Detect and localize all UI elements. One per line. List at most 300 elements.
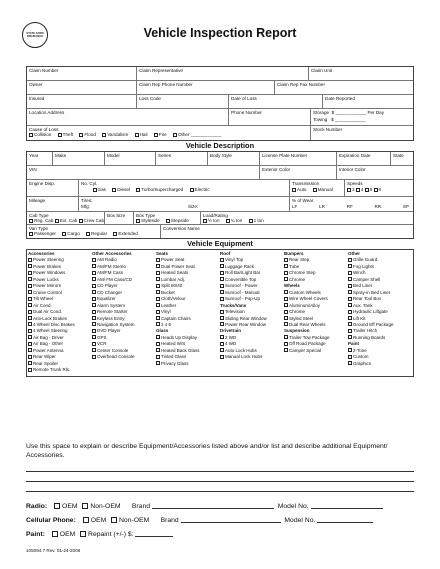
checkbox[interactable] — [284, 303, 288, 307]
trans-auto[interactable]: Auto — [292, 187, 306, 192]
equipment-label: Cloth/Velour — [161, 296, 186, 302]
equipment-label: Rear Spoiler — [33, 360, 59, 366]
checkbox[interactable] — [220, 290, 224, 294]
load-rating-field: Load/Rating ½ ton ¾ ton 1 ton — [203, 213, 264, 223]
checkbox[interactable] — [284, 316, 288, 320]
equipment-label: Aluminum/Alloy — [289, 302, 321, 308]
checkbox[interactable] — [156, 271, 160, 275]
license-plate-field[interactable]: License Plate Number — [260, 152, 337, 165]
checkbox[interactable] — [348, 361, 352, 365]
checkbox[interactable] — [220, 284, 224, 288]
equipment-column — [284, 251, 348, 374]
tire-wear-field[interactable]: % of Wear LF LR RF RR SP — [292, 198, 409, 209]
speed-3[interactable]: 3 — [347, 187, 355, 192]
transmission-field: Transmission Auto Manual — [290, 180, 345, 196]
equipment-label: Camper Shell — [353, 276, 381, 282]
checkbox[interactable] — [28, 277, 32, 281]
checkbox[interactable] — [92, 284, 96, 288]
checkbox[interactable] — [220, 316, 224, 320]
van-type-field: Van Type Passenger Cargo Regular Extended — [27, 225, 161, 238]
series-field[interactable]: Series — [156, 152, 208, 165]
equipment-grid — [26, 250, 414, 377]
equipment-column — [348, 251, 412, 374]
equipment-label: Ground Eff Package — [353, 321, 394, 327]
equipment-label: Chrome Step — [289, 270, 316, 276]
cause-hail[interactable]: Hail — [135, 132, 148, 137]
checkbox[interactable] — [28, 348, 32, 352]
equipment-column — [156, 251, 220, 374]
equipment-label: Dual Power Seat — [161, 263, 195, 269]
repaint-amount-input[interactable] — [135, 529, 173, 537]
checkbox[interactable] — [348, 258, 352, 262]
stock-number-field[interactable]: Stock Number — [313, 127, 343, 132]
checkbox[interactable] — [220, 297, 224, 301]
equipment-label: Rear Tool Box — [353, 296, 382, 302]
equipment-label: Equalizer — [97, 296, 116, 302]
equipment-label: Air Bag - Other — [33, 341, 64, 347]
checkbox[interactable] — [220, 335, 224, 339]
equipment-label: Trailer Tow Package — [289, 334, 330, 340]
checkbox[interactable] — [28, 368, 32, 372]
equipment-notes-instructions: Use this space to explain or describe Equipment/Accessories listed above and/or list and describe additional Equipment/ Accessories. — [26, 443, 388, 459]
fuel-electric[interactable]: Electric — [190, 187, 210, 192]
cab-reg[interactable]: Reg. Cab — [29, 218, 53, 223]
claim-section — [26, 66, 414, 141]
equipment-label: Air Bag - Driver — [33, 334, 64, 340]
phone-field[interactable]: Phone Number — [229, 109, 311, 125]
checkbox[interactable] — [28, 284, 32, 288]
checkbox[interactable] — [92, 342, 96, 346]
equipment-group-heading: Other Accessories — [92, 251, 132, 256]
paint-row: Paint: OEM Repaint (+/-) $: — [26, 529, 173, 539]
cause-theft[interactable]: Theft — [58, 132, 73, 137]
equipment-label: Heated W/S — [161, 341, 186, 347]
cause-vandalism[interactable]: Vandalism — [102, 132, 128, 137]
load-one[interactable]: 1 ton — [249, 218, 264, 223]
checkbox[interactable] — [92, 322, 96, 326]
checkbox[interactable] — [28, 335, 32, 339]
checkbox[interactable] — [28, 258, 32, 262]
cause-of-loss-field: Cause of Loss Collision Theft Flood Vandalism Hail Fire Other ____________ — [27, 126, 311, 140]
equipment-label: Overhead Console — [97, 354, 135, 360]
equipment-label: Dual Rear Wheels — [289, 321, 326, 327]
checkbox[interactable] — [284, 335, 288, 339]
location-field[interactable]: Location Address — [27, 109, 229, 125]
checkbox[interactable] — [28, 322, 32, 326]
checkbox[interactable] — [284, 342, 288, 346]
checkbox[interactable] — [284, 258, 288, 262]
equipment-label: Fog Lights — [353, 263, 375, 269]
van-regular[interactable]: Regular — [86, 231, 107, 236]
equipment-checkbox-item[interactable] — [220, 354, 284, 360]
form-number: 105094.7 Rev. 01-24-2006 — [26, 548, 81, 553]
checkbox[interactable] — [92, 316, 96, 320]
checkbox[interactable] — [28, 310, 32, 314]
checkbox[interactable] — [220, 310, 224, 314]
checkbox[interactable] — [92, 264, 96, 268]
van-passenger[interactable]: Passenger — [29, 231, 56, 236]
checkbox[interactable] — [92, 310, 96, 314]
equipment-label: 2 WD — [225, 334, 237, 340]
equipment-checkbox-item[interactable] — [284, 348, 348, 354]
fuel-turbo[interactable]: Turbo/Supercharged — [136, 187, 183, 192]
equipment-label: Remote Trunk Rls. — [33, 367, 71, 373]
equipment-label: Lift Kit — [353, 315, 366, 321]
equipment-label: Power Locks — [33, 276, 59, 282]
equipment-label: Power Seat — [161, 257, 185, 263]
equipment-label: Convertible Top — [225, 276, 257, 282]
equipment-checkbox-item[interactable] — [28, 367, 92, 373]
checkbox[interactable] — [28, 316, 32, 320]
checkbox[interactable] — [348, 316, 352, 320]
cellular-model-input[interactable] — [317, 515, 373, 523]
claim-unit-field[interactable]: Claim Unit — [311, 68, 333, 73]
equipment-group-heading: Other — [348, 251, 361, 256]
equipment-group-heading: Bumpers — [284, 251, 304, 256]
cellular-non-oem[interactable]: Non-OEM — [110, 517, 149, 524]
checkbox[interactable] — [284, 271, 288, 275]
claim-rep-field[interactable]: Claim Representative — [137, 67, 309, 80]
checkbox[interactable] — [156, 290, 160, 294]
equipment-label: Auto Lock Hubs — [225, 347, 257, 353]
equipment-label: Tinted Glass — [161, 354, 187, 360]
equipment-label: Lumbar Adj. — [161, 276, 186, 282]
checkbox[interactable] — [348, 348, 352, 352]
make-field[interactable]: Make — [53, 152, 105, 165]
checkbox[interactable] — [156, 258, 160, 262]
checkbox[interactable] — [156, 303, 160, 307]
equipment-label: 4 WD — [225, 341, 237, 347]
van-extended[interactable]: Extended — [113, 231, 137, 236]
equipment-label: VCR — [97, 341, 107, 347]
equipment-label: Heated Back Glass — [161, 347, 200, 353]
paint-repaint[interactable]: Repaint (+/-) $: — [79, 531, 134, 538]
equipment-label: Keyless Entry — [97, 315, 125, 321]
notes-line-3[interactable] — [26, 491, 414, 492]
storage-towing-field[interactable]: Storage $ ____________ Per Day Towing $ ____________ — [313, 110, 385, 122]
checkbox[interactable] — [28, 271, 32, 275]
equipment-label: Vinyl Top — [225, 257, 244, 263]
box-type-field: Box Type Styleside Stepside — [134, 212, 201, 224]
checkbox[interactable] — [348, 310, 352, 314]
checkbox[interactable] — [348, 355, 352, 359]
checkbox[interactable] — [284, 322, 288, 326]
equipment-checkbox-item[interactable] — [348, 361, 412, 367]
logo-line2: INSURANCE — [26, 35, 44, 38]
load-half[interactable]: ½ ton — [203, 218, 220, 223]
equipment-label: Captain Chairs — [161, 315, 191, 321]
equipment-label: Power Steering — [33, 257, 64, 263]
checkbox[interactable] — [92, 271, 96, 275]
equipment-label: Trailer Hitch — [353, 328, 378, 334]
interior-color-field[interactable]: Interior Color — [339, 167, 366, 172]
equipment-label: Power Brakes — [33, 263, 62, 269]
equipment-group-heading: Roof — [220, 251, 231, 256]
conversion-name-field[interactable]: Conversion Name — [163, 226, 200, 231]
checkbox[interactable] — [220, 355, 224, 359]
equipment-label: Cruise Control — [33, 289, 62, 295]
equipment-label: Split 60/40 — [161, 283, 183, 289]
checkbox[interactable] — [92, 290, 96, 294]
loss-code-field[interactable]: Loss Code — [137, 95, 229, 108]
speed-6[interactable]: 6 — [374, 187, 382, 192]
equipment-label: Leather — [161, 302, 177, 308]
cause-other[interactable]: Other ____________ — [173, 132, 221, 137]
speeds-field: Speeds 3 4 5 6 — [347, 181, 382, 192]
equipment-label: Aux. Tank — [353, 302, 373, 308]
equipment-label: Television — [225, 309, 245, 315]
checkbox[interactable] — [220, 348, 224, 352]
checkbox[interactable] — [92, 303, 96, 307]
checkbox[interactable] — [348, 284, 352, 288]
equipment-column — [28, 251, 92, 374]
equipment-group-heading: Accessories — [28, 251, 55, 256]
equipment-label: CD Player — [97, 283, 118, 289]
cellular-brand-input[interactable] — [181, 515, 281, 523]
equipment-label: Sunroof - Pop-Up — [225, 296, 261, 302]
checkbox[interactable] — [220, 322, 224, 326]
checkbox[interactable] — [156, 355, 160, 359]
checkbox[interactable] — [348, 329, 352, 333]
paint-oem[interactable]: OEM — [51, 531, 75, 538]
trans-manual[interactable]: Manual — [313, 187, 333, 192]
checkbox[interactable] — [348, 335, 352, 339]
checkbox[interactable] — [348, 322, 352, 326]
checkbox[interactable] — [156, 284, 160, 288]
equipment-group-heading: Wheels — [284, 283, 300, 289]
radio-oem[interactable]: OEM — [53, 503, 77, 510]
equipment-label: Off Road Package — [289, 341, 326, 347]
checkbox[interactable] — [92, 277, 96, 281]
equipment-label: Sliding Rear Window — [225, 315, 267, 321]
equipment-group-heading: Trucks/Vans — [220, 302, 247, 308]
state-field[interactable]: State — [393, 153, 404, 158]
equipment-checkbox-item[interactable] — [156, 361, 220, 367]
equipment-label: Power Rear Window — [225, 321, 267, 327]
cab-crew[interactable]: Crew Cab — [79, 218, 104, 223]
equipment-label: Power Windows — [33, 270, 66, 276]
checkbox[interactable] — [156, 310, 160, 314]
equipment-label: Grille Guard — [353, 257, 378, 263]
equipment-label: Graphics — [353, 360, 372, 366]
checkbox[interactable] — [28, 290, 32, 294]
equipment-label: Manual Lock Hubs — [225, 354, 263, 360]
equipment-checkbox-item[interactable] — [92, 354, 156, 360]
checkbox[interactable] — [284, 310, 288, 314]
checkbox[interactable] — [220, 264, 224, 268]
equipment-label: Heated Seats — [161, 270, 189, 276]
box-styleside[interactable]: Styleside — [136, 218, 160, 223]
checkbox[interactable] — [28, 361, 32, 365]
equipment-label: AM/FM Stereo — [97, 263, 127, 269]
notes-line-2[interactable] — [26, 481, 414, 482]
checkbox[interactable] — [156, 277, 160, 281]
checkbox[interactable] — [348, 271, 352, 275]
equipment-label: Hydraulic Liftgate — [353, 309, 388, 315]
year-field[interactable]: Year — [27, 152, 53, 165]
logo-line1: STATE FARM — [26, 32, 44, 35]
radio-brand-input[interactable] — [152, 501, 274, 509]
cellular-oem[interactable]: OEM — [82, 517, 106, 524]
equipment-label: GPS — [97, 334, 107, 340]
checkbox[interactable] — [156, 335, 160, 339]
load-three-quarter[interactable]: ¾ ton — [226, 218, 243, 223]
cab-type-field: Cab Type Reg. Cab Ext. Cab Crew Cab — [29, 213, 105, 223]
cylinder-fuel-field: No. Cyl. Gas Diesel Turbo/Supercharged Electric — [79, 180, 290, 196]
equipment-group-heading: Drivetrain — [220, 328, 242, 334]
checkbox[interactable] — [92, 297, 96, 301]
checkbox[interactable] — [220, 271, 224, 275]
exterior-color-field[interactable]: Exterior Color — [260, 166, 337, 179]
checkbox[interactable] — [156, 342, 160, 346]
checkbox[interactable] — [220, 258, 224, 262]
radio-row: Radio: OEM Non-OEM Brand Model No. — [26, 501, 383, 511]
equipment-label: AM Radio — [97, 257, 117, 263]
inspection-form — [26, 66, 414, 377]
checkbox[interactable] — [28, 355, 32, 359]
checkbox[interactable] — [284, 264, 288, 268]
checkbox[interactable] — [156, 361, 160, 365]
equipment-label: 2-Tone — [353, 347, 367, 353]
equipment-group-heading: Seats — [156, 251, 169, 256]
equipment-label: Sunroof - Manual — [225, 289, 260, 295]
checkbox[interactable] — [284, 277, 288, 281]
equipment-label: Camper Special — [289, 347, 322, 353]
insured-field[interactable]: Insured — [27, 95, 137, 108]
equipment-label: Heads Up Display — [161, 334, 198, 340]
equipment-label: AM/FM Cass — [97, 270, 124, 276]
checkbox[interactable] — [28, 329, 32, 333]
checkbox[interactable] — [284, 297, 288, 301]
box-stepside[interactable]: Stepside — [166, 218, 189, 223]
equipment-label: Rear Step — [289, 257, 310, 263]
equipment-group-heading: Glass — [156, 328, 169, 334]
checkbox[interactable] — [156, 322, 160, 326]
equipment-label: Bucket — [161, 289, 175, 295]
cause-fire[interactable]: Fire — [154, 132, 167, 137]
rep-phone-field[interactable]: Claim Rep Phone Number — [137, 81, 275, 94]
equipment-label: Sunroof - Power — [225, 283, 258, 289]
vin-field[interactable]: VIN — [27, 166, 260, 179]
equipment-label: Roll Bar/Light Bar — [225, 270, 261, 276]
equipment-label: CD Changer — [97, 289, 123, 295]
mileage-field[interactable]: Mileage — [27, 197, 79, 211]
equipment-label: Center Console — [97, 347, 129, 353]
equipment-label: Anti-Lock Brakes — [33, 315, 68, 321]
checkbox[interactable] — [156, 316, 160, 320]
equipment-label: Remote Starter — [97, 309, 128, 315]
speed-5[interactable]: 5 — [365, 187, 373, 192]
equipment-label: Running Boards — [353, 334, 386, 340]
equipment-label: Air Cond. — [33, 302, 52, 308]
cause-flood[interactable]: Flood — [79, 132, 96, 137]
checkbox[interactable] — [284, 290, 288, 294]
equipment-column — [92, 251, 156, 374]
body-style-field[interactable]: Body Style — [208, 152, 260, 165]
equipment-label: Rear Wiper — [33, 354, 56, 360]
checkbox[interactable] — [92, 335, 96, 339]
vehicle-description-section — [26, 151, 414, 239]
checkbox[interactable] — [28, 303, 32, 307]
checkbox[interactable] — [156, 264, 160, 268]
equipment-label: Tube — [289, 263, 300, 269]
checkbox[interactable] — [92, 348, 96, 352]
equipment-label: Luggage Rack — [225, 263, 255, 269]
equipment-label: AM/ FM Cass/CD — [97, 276, 133, 282]
cause-collision[interactable]: Collision — [29, 132, 51, 137]
checkbox[interactable] — [348, 277, 352, 281]
model-field[interactable]: Model — [105, 152, 156, 165]
checkbox[interactable] — [92, 258, 96, 262]
cellular-row: Cellular Phone: OEM Non-OEM Brand Model No. — [26, 515, 373, 525]
equipment-label: Vinyl — [161, 309, 171, 315]
checkbox[interactable] — [284, 348, 288, 352]
claim-number-field[interactable]: Claim Number — [27, 67, 137, 80]
checkbox[interactable] — [220, 342, 224, 346]
radio-non-oem[interactable]: Non-OEM — [81, 503, 120, 510]
checkbox[interactable] — [92, 329, 96, 333]
checkbox[interactable] — [92, 355, 96, 359]
checkbox[interactable] — [348, 303, 352, 307]
checkbox[interactable] — [28, 342, 32, 346]
equipment-label: 4 Wheel Steering — [33, 328, 68, 334]
equipment-label: Styled Steel — [289, 315, 314, 321]
owner-field[interactable]: Owner — [27, 81, 137, 94]
checkbox[interactable] — [348, 297, 352, 301]
vehicle-equipment-heading: Vehicle Equipment — [187, 239, 253, 248]
equipment-column — [220, 251, 284, 374]
speed-4[interactable]: 4 — [356, 187, 364, 192]
equipment-label: 2 4 6 — [161, 321, 172, 327]
checkbox[interactable] — [28, 297, 32, 301]
engine-field[interactable]: Engine Disp. — [27, 180, 79, 196]
expiration-date-field[interactable]: Expiration Date — [337, 152, 391, 165]
date-reported-field[interactable]: Date Reported — [325, 96, 355, 101]
page-title: Vehicle Inspection Report — [143, 26, 297, 40]
equipment-label: Custom Wheels — [289, 289, 321, 295]
checkbox[interactable] — [156, 297, 160, 301]
equipment-label: Spray-in Bed Liner — [353, 289, 391, 295]
rep-fax-field[interactable]: Claim Rep Fax Number — [277, 82, 325, 87]
fuel-diesel[interactable]: Diesel — [112, 187, 130, 192]
checkbox[interactable] — [156, 348, 160, 352]
equipment-label: Bed Liner — [353, 283, 373, 289]
equipment-label: Dual Air Cond. — [33, 309, 63, 315]
checkbox[interactable] — [348, 264, 352, 268]
equipment-label: DVD Player — [97, 328, 121, 334]
date-of-loss-field[interactable]: Date of Loss — [229, 95, 323, 108]
equipment-label: Chrome — [289, 309, 306, 315]
cab-ext[interactable]: Ext. Cab — [55, 218, 78, 223]
equipment-label: Custom — [353, 354, 369, 360]
equipment-label: Chrome — [289, 276, 306, 282]
notes-line-1[interactable] — [26, 471, 414, 472]
equipment-label: Power Mirrors — [33, 283, 62, 289]
checkbox[interactable] — [220, 277, 224, 281]
box-size-field[interactable]: Box Size — [105, 212, 134, 224]
fuel-gas[interactable]: Gas — [93, 187, 106, 192]
equipment-label: 4 Wheel Disc Brakes — [33, 321, 75, 327]
tires-field[interactable]: Tires: Mfg: Size: — [79, 197, 290, 211]
equipment-label: Power Antenna — [33, 347, 64, 353]
checkbox[interactable] — [348, 290, 352, 294]
equipment-label: Wire Wheel Covers — [289, 296, 328, 302]
radio-model-input[interactable] — [311, 501, 383, 509]
checkbox[interactable] — [28, 264, 32, 268]
equipment-label: Alarm System — [97, 302, 126, 308]
van-cargo[interactable]: Cargo — [62, 231, 80, 236]
equipment-label: Privacy Glass — [161, 360, 189, 366]
